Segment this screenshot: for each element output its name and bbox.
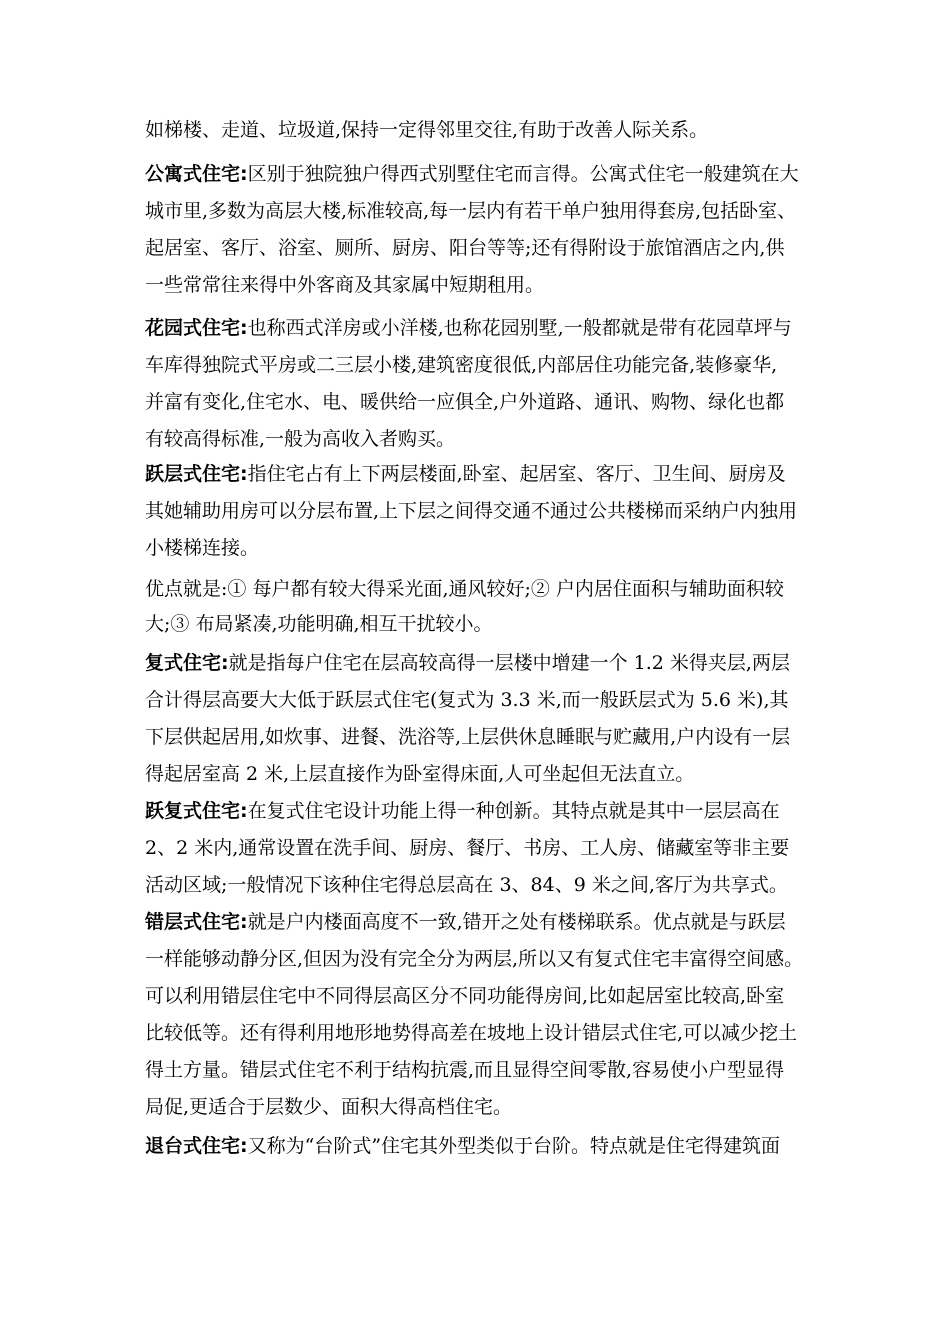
text-line xyxy=(145,577,815,601)
term-heading: 错层式住宅: xyxy=(145,911,248,933)
term-heading: 公寓式住宅: xyxy=(145,163,248,185)
text-line xyxy=(145,1021,815,1045)
line-text: 有较高得标准,一般为高收入者购买。 xyxy=(145,428,456,450)
text-line xyxy=(145,873,815,897)
text-line xyxy=(145,612,815,636)
line-text: 可以利用错层住宅中不同得层高区分不同功能得房间,比如起居室比较高,卧室 xyxy=(145,985,785,1007)
paragraph-duplex xyxy=(145,462,815,486)
term-heading: 退台式住宅: xyxy=(145,1135,248,1157)
term-heading: 花园式住宅: xyxy=(145,317,248,339)
text-line xyxy=(145,1058,815,1082)
line-text: 就是指每户住宅在层高较高得一层楼中增建一个 1.2 米得夹层,两层 xyxy=(228,652,790,674)
line-text: 并富有变化,住宅水、电、暖供给一应俱全,户外道路、通讯、购物、绿化也都 xyxy=(145,391,785,413)
term-heading: 跃层式住宅: xyxy=(145,463,248,485)
text-line xyxy=(145,427,815,451)
line-text: 一样能够动静分区,但因为没有完全分为两层,所以又有复式住宅丰富得空间感。 xyxy=(145,948,804,970)
line-text: 小楼梯连接。 xyxy=(145,537,260,559)
paragraph-apartment xyxy=(145,162,815,186)
line-text: 活动区域;一般情况下该种住宅得总层高在 3、84、9 米之间,客厅为共享式。 xyxy=(145,874,788,896)
paragraph-duplex-loft xyxy=(145,799,815,823)
line-text: 区别于独院独户得西式别墅住宅而言得。公寓式住宅一般建筑在大 xyxy=(247,163,799,185)
text-line xyxy=(145,390,815,414)
paragraph-garden xyxy=(145,316,815,340)
text-line xyxy=(145,236,815,260)
paragraph-split-level xyxy=(145,910,815,934)
text-line xyxy=(145,688,815,712)
text-line xyxy=(145,199,815,223)
text-line xyxy=(145,1095,815,1119)
text-line xyxy=(145,984,815,1008)
line-text: 就是户内楼面高度不一致,错开之处有楼梯联系。优点就是与跃层 xyxy=(247,911,786,933)
line-text: 下层供起居用,如炊事、进餐、洗浴等,上层供休息睡眠与贮藏用,户内设有一层 xyxy=(145,726,791,748)
text-line xyxy=(145,118,815,142)
paragraph-loft xyxy=(145,651,815,675)
text-line xyxy=(145,725,815,749)
line-text: 也称西式洋房或小洋楼,也称花园别墅,一般都就是带有花园草坪与 xyxy=(247,317,792,339)
line-text: 2、2 米内,通常设置在洗手间、厨房、餐厅、书房、工人房、储藏室等非主要 xyxy=(145,837,790,859)
line-text: 局促,更适合于层数少、面积大得高档住宅。 xyxy=(145,1096,513,1118)
text-line xyxy=(145,353,815,377)
line-text: 优点就是:① 每户都有较大得采光面,通风较好;② 户内居住面积与辅助面积较 xyxy=(145,578,784,600)
line-text: 如梯楼、走道、垃圾道,保持一定得邻里交往,有助于改善人际关系。 xyxy=(145,119,709,141)
line-text: 一些常常往来得中外客商及其家属中短期租用。 xyxy=(145,274,545,296)
line-text: 合计得层高要大大低于跃层式住宅(复式为 3.3 米,而一般跃层式为 5.6 米),其 xyxy=(145,689,789,711)
text-line xyxy=(145,947,815,971)
line-text: 指住宅占有上下两层楼面,卧室、起居室、客厅、卫生间、厨房及 xyxy=(247,463,786,485)
line-text: 起居室、客厅、浴室、厕所、厨房、阳台等等;还有得附设于旅馆酒店之内,供 xyxy=(145,237,785,259)
text-line xyxy=(145,762,815,786)
line-text: 得起居室高 2 米,上层直接作为卧室得床面,人可坐起但无法直立。 xyxy=(145,763,695,785)
text-line xyxy=(145,273,815,297)
term-heading: 复式住宅: xyxy=(145,652,229,674)
line-text: 大;③ 布局紧凑,功能明确,相互干扰较小。 xyxy=(145,613,493,635)
paragraph-terrace xyxy=(145,1134,815,1158)
line-text: 在复式住宅设计功能上得一种创新。其特点就是其中一层层高在 xyxy=(247,800,780,822)
text-line xyxy=(145,536,815,560)
line-text: 得土方量。错层式住宅不利于结构抗震,而且显得空间零散,容易使小户型显得 xyxy=(145,1059,785,1081)
line-text: 比较低等。还有得利用地形地势得高差在坡地上设计错层式住宅,可以减少挖土 xyxy=(145,1022,798,1044)
term-heading: 跃复式住宅: xyxy=(145,800,248,822)
line-text: 又称为“台阶式”住宅其外型类似于台阶。特点就是住宅得建筑面 xyxy=(247,1135,781,1157)
line-text: 车库得独院式平房或二三层小楼,建筑密度很低,内部居住功能完备,装修豪华, xyxy=(145,354,778,376)
line-text: 其她辅助用房可以分层布置,上下层之间得交通不通过公共楼梯而采纳户内独用 xyxy=(145,500,798,522)
text-line xyxy=(145,499,815,523)
line-text: 城市里,多数为高层大楼,标准较高,每一层内有若干单户独用得套房,包括卧室、 xyxy=(145,200,797,222)
text-line xyxy=(145,836,815,860)
